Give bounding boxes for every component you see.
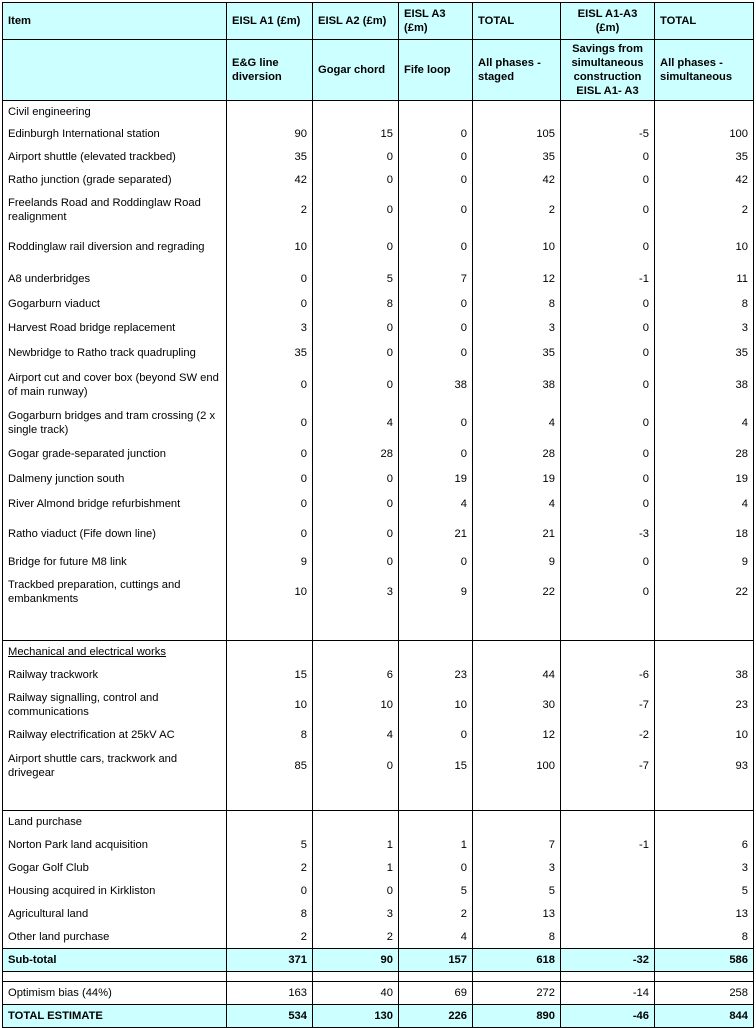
row-value: 100 [655, 123, 754, 146]
row-value: 19 [399, 467, 473, 492]
row-value: 90 [227, 123, 313, 146]
row-value: 10 [313, 687, 399, 724]
row-value: 0 [227, 404, 313, 442]
row-value: 0 [313, 146, 399, 169]
row-value: 10 [227, 573, 313, 611]
row-label: Bridge for future M8 link [3, 551, 227, 573]
row-value: 0 [313, 747, 399, 785]
row-value: 0 [399, 340, 473, 366]
table-row [3, 663, 754, 687]
header-eisl-a1: EISL A1 (£m) [227, 3, 313, 40]
empty-cell [561, 811, 655, 833]
row-value: 0 [313, 366, 399, 404]
empty-cell [473, 972, 561, 982]
row-value: 7 [473, 833, 561, 857]
table-row [3, 903, 754, 926]
row-label: Trackbed preparation, cuttings and embankments [3, 573, 227, 611]
row-value: 21 [399, 517, 473, 551]
row-label: Railway trackwork [3, 663, 227, 687]
total-estimate-row-value: 844 [655, 1005, 754, 1028]
row-value: 0 [313, 551, 399, 573]
total-estimate-row-value: 130 [313, 1005, 399, 1028]
row-value: 4 [313, 404, 399, 442]
row-value: 4 [655, 492, 754, 517]
row-value: 8 [227, 903, 313, 926]
section-title: Land purchase [3, 811, 227, 833]
row-value: 1 [313, 857, 399, 880]
empty-cell [313, 972, 399, 982]
empty-cell [655, 641, 754, 663]
header-row-phases [3, 3, 754, 40]
row-value: 3 [655, 317, 754, 340]
row-value: 0 [227, 292, 313, 317]
row-value: 85 [227, 747, 313, 785]
optimism-bias-row-value: 258 [655, 982, 754, 1005]
subtotal-row-label: Sub-total [3, 949, 227, 972]
row-value: 42 [655, 169, 754, 192]
row-label: Newbridge to Ratho track quadrupling [3, 340, 227, 366]
row-value: 0 [561, 442, 655, 467]
row-value: 19 [473, 467, 561, 492]
row-value: 10 [473, 229, 561, 266]
row-label: Agricultural land [3, 903, 227, 926]
row-value: 38 [655, 366, 754, 404]
table-row [3, 833, 754, 857]
row-value: 4 [473, 404, 561, 442]
header-eisl-a3: EISL A3 (£m) [399, 3, 473, 40]
empty-cell [473, 811, 561, 833]
empty-cell [227, 785, 313, 811]
row-label: River Almond bridge refurbishment [3, 492, 227, 517]
row-value: 0 [561, 404, 655, 442]
row-value: 13 [473, 903, 561, 926]
row-value: 2 [227, 192, 313, 229]
row-value: 0 [561, 317, 655, 340]
row-value: 100 [473, 747, 561, 785]
optimism-bias-row [3, 982, 754, 1005]
row-value [561, 857, 655, 880]
table-row [3, 492, 754, 517]
cost-estimate-table [2, 2, 754, 1028]
row-value: 9 [655, 551, 754, 573]
row-value: 0 [399, 317, 473, 340]
row-value: 44 [473, 663, 561, 687]
section-title: Civil engineering [3, 101, 227, 123]
table-row [3, 317, 754, 340]
table-row [3, 467, 754, 492]
row-value: 35 [473, 340, 561, 366]
table-row [3, 404, 754, 442]
row-value: 22 [473, 573, 561, 611]
header-eisl-a2: EISL A2 (£m) [313, 3, 399, 40]
row-value: 0 [399, 551, 473, 573]
empty-cell [227, 972, 313, 982]
row-value: -6 [561, 663, 655, 687]
row-value: 0 [227, 880, 313, 903]
row-value: 13 [655, 903, 754, 926]
empty-cell [655, 611, 754, 641]
row-value: 5 [399, 880, 473, 903]
empty-cell [3, 611, 227, 641]
row-value: 105 [473, 123, 561, 146]
row-value: 0 [313, 467, 399, 492]
row-value: 35 [655, 340, 754, 366]
row-value: 0 [399, 192, 473, 229]
row-value: 2 [655, 192, 754, 229]
row-label: Gogar Golf Club [3, 857, 227, 880]
row-value: 0 [313, 492, 399, 517]
empty-cell [227, 611, 313, 641]
empty-cell [313, 101, 399, 123]
empty-cell [655, 101, 754, 123]
row-value: 2 [227, 857, 313, 880]
row-value: 0 [561, 192, 655, 229]
empty-cell [227, 811, 313, 833]
row-value: 10 [655, 724, 754, 747]
row-value: 23 [399, 663, 473, 687]
subtotal-row [3, 949, 754, 972]
empty-cell [399, 611, 473, 641]
empty-cell [655, 811, 754, 833]
row-value: 0 [399, 169, 473, 192]
table-row [3, 340, 754, 366]
total-estimate-row-value: -46 [561, 1005, 655, 1028]
empty-cell [561, 611, 655, 641]
total-estimate-row-value: 226 [399, 1005, 473, 1028]
row-value: 35 [655, 146, 754, 169]
row-label: Ratho viaduct (Fife down line) [3, 517, 227, 551]
row-value: 8 [655, 926, 754, 949]
row-value: 4 [313, 724, 399, 747]
row-label: Norton Park land acquisition [3, 833, 227, 857]
row-value: 4 [473, 492, 561, 517]
section-header-row [3, 811, 754, 833]
row-value: 0 [399, 229, 473, 266]
row-value: 1 [399, 833, 473, 857]
table-row [3, 146, 754, 169]
row-value: 35 [473, 146, 561, 169]
section-title: Mechanical and electrical works [3, 641, 227, 663]
row-value: 3 [473, 317, 561, 340]
row-value: 0 [399, 123, 473, 146]
row-value: 2 [399, 903, 473, 926]
row-value: -5 [561, 123, 655, 146]
row-value: 4 [655, 404, 754, 442]
table-row [3, 724, 754, 747]
header-savings: Savings from simultaneous construction EISL A1- A3 [561, 40, 655, 101]
row-value: 28 [473, 442, 561, 467]
row-value: 38 [399, 366, 473, 404]
row-value: 12 [473, 724, 561, 747]
row-value: -2 [561, 724, 655, 747]
row-value: 9 [399, 573, 473, 611]
row-value: 28 [655, 442, 754, 467]
row-value: -7 [561, 687, 655, 724]
row-label: Ratho junction (grade separated) [3, 169, 227, 192]
row-value: 3 [227, 317, 313, 340]
row-value: 0 [313, 880, 399, 903]
table-row [3, 926, 754, 949]
table-body [3, 101, 754, 1028]
row-value: 8 [473, 926, 561, 949]
header-eg-line-diversion: E&G line diversion [227, 40, 313, 101]
row-value: 0 [399, 857, 473, 880]
row-value: -1 [561, 833, 655, 857]
row-value: 5 [313, 266, 399, 292]
row-value [561, 903, 655, 926]
empty-cell [313, 811, 399, 833]
row-label: Freelands Road and Roddinglaw Road realignment [3, 192, 227, 229]
table-row [3, 517, 754, 551]
optimism-bias-row-value: 272 [473, 982, 561, 1005]
subtotal-row-value: 371 [227, 949, 313, 972]
optimism-bias-row-value: 40 [313, 982, 399, 1005]
row-value: 3 [313, 573, 399, 611]
empty-cell [561, 641, 655, 663]
section-header-row [3, 101, 754, 123]
row-value: 10 [227, 687, 313, 724]
row-value: 0 [399, 146, 473, 169]
row-label: Airport cut and cover box (beyond SW end of main runway) [3, 366, 227, 404]
row-label: Gogar grade-separated junction [3, 442, 227, 467]
row-value: 3 [313, 903, 399, 926]
row-value: 18 [655, 517, 754, 551]
optimism-bias-row-value: -14 [561, 982, 655, 1005]
row-value: 0 [227, 266, 313, 292]
row-value: 0 [313, 169, 399, 192]
row-value: 22 [655, 573, 754, 611]
row-label: Railway electrification at 25kV AC [3, 724, 227, 747]
spacer-row [3, 611, 754, 641]
table-row [3, 880, 754, 903]
header-total-staged: TOTAL [473, 3, 561, 40]
row-value: 35 [227, 340, 313, 366]
row-value [561, 926, 655, 949]
table-row [3, 551, 754, 573]
empty-cell [399, 641, 473, 663]
optimism-bias-row-value: 163 [227, 982, 313, 1005]
subtotal-row-value: 618 [473, 949, 561, 972]
row-label: Housing acquired in Kirkliston [3, 880, 227, 903]
total-estimate-row-value: 890 [473, 1005, 561, 1028]
table-row [3, 442, 754, 467]
row-value: 10 [399, 687, 473, 724]
row-value: 21 [473, 517, 561, 551]
row-value: 3 [473, 857, 561, 880]
row-value: 0 [313, 517, 399, 551]
row-value: 0 [561, 492, 655, 517]
row-label: Gogarburn bridges and tram crossing (2 x single track) [3, 404, 227, 442]
empty-cell [227, 641, 313, 663]
header-all-phases-simultaneous: All phases - simultaneous [655, 40, 754, 101]
row-value: 6 [313, 663, 399, 687]
row-label: Edinburgh International station [3, 123, 227, 146]
row-value: 8 [655, 292, 754, 317]
row-value: 5 [227, 833, 313, 857]
row-value: 8 [227, 724, 313, 747]
empty-cell [313, 641, 399, 663]
header-fife-loop: Fife loop [399, 40, 473, 101]
empty-cell [561, 101, 655, 123]
row-value: 0 [399, 404, 473, 442]
row-value: 8 [473, 292, 561, 317]
row-value: 5 [473, 880, 561, 903]
empty-cell [473, 641, 561, 663]
row-value: 93 [655, 747, 754, 785]
header-row-descriptions [3, 40, 754, 101]
row-value: -1 [561, 266, 655, 292]
row-value: 0 [561, 169, 655, 192]
empty-cell [227, 101, 313, 123]
row-value: 0 [313, 229, 399, 266]
table-row [3, 747, 754, 785]
table-row [3, 192, 754, 229]
empty-cell [473, 785, 561, 811]
table-row [3, 857, 754, 880]
subtotal-row-value: 90 [313, 949, 399, 972]
row-value: 0 [561, 366, 655, 404]
table-row [3, 123, 754, 146]
row-label: Airport shuttle (elevated trackbed) [3, 146, 227, 169]
row-value: 23 [655, 687, 754, 724]
row-value: 0 [313, 317, 399, 340]
row-value: 15 [399, 747, 473, 785]
row-value: 30 [473, 687, 561, 724]
optimism-bias-row-label: Optimism bias (44%) [3, 982, 227, 1005]
row-value: 9 [227, 551, 313, 573]
table-row [3, 169, 754, 192]
row-value: 3 [655, 857, 754, 880]
row-value: 6 [655, 833, 754, 857]
row-value: 0 [561, 292, 655, 317]
row-label: Gogarburn viaduct [3, 292, 227, 317]
row-value: 0 [313, 192, 399, 229]
row-value: 42 [473, 169, 561, 192]
row-value: 0 [313, 340, 399, 366]
empty-cell [655, 785, 754, 811]
row-value: 0 [561, 229, 655, 266]
header-eisl-a1-a3: EISL A1-A3 (£m) [561, 3, 655, 40]
empty-cell [473, 101, 561, 123]
table-row [3, 229, 754, 266]
optimism-bias-row-value: 69 [399, 982, 473, 1005]
header-gogar-chord: Gogar chord [313, 40, 399, 101]
table-row [3, 687, 754, 724]
subtotal-row-value: 157 [399, 949, 473, 972]
row-value: 38 [473, 366, 561, 404]
row-value: 2 [313, 926, 399, 949]
empty-cell [3, 785, 227, 811]
row-value: 0 [399, 292, 473, 317]
row-value: 1 [313, 833, 399, 857]
empty-cell [473, 611, 561, 641]
empty-cell [655, 972, 754, 982]
table-row [3, 292, 754, 317]
subtotal-row-value: -32 [561, 949, 655, 972]
row-value: 2 [473, 192, 561, 229]
row-value: 0 [227, 492, 313, 517]
row-value: 0 [227, 442, 313, 467]
spacer-row [3, 972, 754, 982]
spacer-row [3, 785, 754, 811]
row-value: -3 [561, 517, 655, 551]
empty-cell [399, 811, 473, 833]
row-value: 5 [655, 880, 754, 903]
row-value: 38 [655, 663, 754, 687]
row-label: Other land purchase [3, 926, 227, 949]
table-row [3, 266, 754, 292]
row-value: 15 [313, 123, 399, 146]
row-value: 28 [313, 442, 399, 467]
row-value: 0 [561, 146, 655, 169]
empty-cell [561, 972, 655, 982]
row-label: A8 underbridges [3, 266, 227, 292]
row-label: Harvest Road bridge replacement [3, 317, 227, 340]
row-label: Railway signalling, control and communications [3, 687, 227, 724]
row-value [561, 880, 655, 903]
header-item-desc [3, 40, 227, 101]
row-value: 0 [227, 517, 313, 551]
empty-cell [561, 785, 655, 811]
row-value: -7 [561, 747, 655, 785]
subtotal-row-value: 586 [655, 949, 754, 972]
row-value: 19 [655, 467, 754, 492]
row-value: 0 [561, 551, 655, 573]
total-estimate-row-label: TOTAL ESTIMATE [3, 1005, 227, 1028]
row-value: 0 [561, 340, 655, 366]
header-total-simultaneous: TOTAL [655, 3, 754, 40]
empty-cell [313, 785, 399, 811]
row-value: 9 [473, 551, 561, 573]
empty-cell [313, 611, 399, 641]
row-value: 4 [399, 492, 473, 517]
row-value: 2 [227, 926, 313, 949]
row-value: 42 [227, 169, 313, 192]
row-label: Airport shuttle cars, trackwork and drivegear [3, 747, 227, 785]
total-estimate-row-value: 534 [227, 1005, 313, 1028]
header-all-phases-staged: All phases - staged [473, 40, 561, 101]
row-label: Dalmeny junction south [3, 467, 227, 492]
row-value: 8 [313, 292, 399, 317]
row-value: 15 [227, 663, 313, 687]
empty-cell [399, 101, 473, 123]
header-item: Item [3, 3, 227, 40]
row-value: 11 [655, 266, 754, 292]
total-estimate-row [3, 1005, 754, 1028]
empty-cell [399, 785, 473, 811]
row-value: 10 [227, 229, 313, 266]
table-row [3, 366, 754, 404]
row-value: 0 [561, 467, 655, 492]
row-value: 7 [399, 266, 473, 292]
row-value: 10 [655, 229, 754, 266]
row-value: 0 [227, 467, 313, 492]
row-value: 0 [399, 442, 473, 467]
row-value: 0 [399, 724, 473, 747]
row-value: 12 [473, 266, 561, 292]
row-label: Roddinglaw rail diversion and regrading [3, 229, 227, 266]
row-value: 0 [561, 573, 655, 611]
row-value: 0 [227, 366, 313, 404]
empty-cell [3, 972, 227, 982]
table-row [3, 573, 754, 611]
section-header-row [3, 641, 754, 663]
row-value: 4 [399, 926, 473, 949]
row-value: 35 [227, 146, 313, 169]
empty-cell [399, 972, 473, 982]
